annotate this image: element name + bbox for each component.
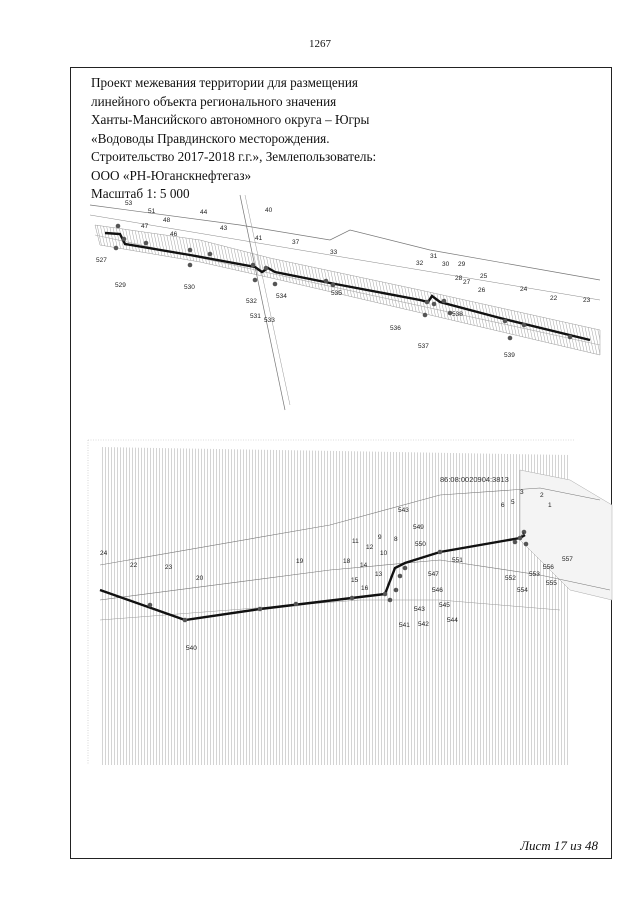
svg-text:532: 532 [246,298,257,305]
svg-text:4: 4 [521,532,525,539]
svg-text:26: 26 [478,287,486,294]
page-number: 1267 [309,38,331,50]
svg-text:544: 544 [447,617,458,624]
svg-text:19: 19 [296,558,304,565]
svg-text:543: 543 [414,606,425,613]
scale-label: Масштаб 1: 5 000 [91,186,190,201]
title-line: Проект межевания территории для размещения [91,75,358,90]
title-line: Ханты-Мансийского автономного округа – Югры [91,112,370,127]
svg-text:540: 540 [186,645,197,652]
svg-text:44: 44 [200,209,208,216]
svg-text:18: 18 [343,558,351,565]
svg-text:51: 51 [148,208,156,215]
hatched-area [100,447,570,765]
svg-text:539: 539 [504,352,515,359]
svg-text:2: 2 [540,492,544,499]
svg-text:538: 538 [452,311,463,318]
svg-text:6: 6 [501,502,505,509]
title-line: ООО «РН-Юганскнефтегаз» [91,167,252,183]
svg-text:529: 529 [115,282,126,289]
svg-text:542: 542 [418,621,429,628]
svg-text:41: 41 [255,235,263,242]
svg-text:555: 555 [546,580,557,587]
svg-text:554: 554 [517,587,528,594]
svg-text:551: 551 [452,557,463,564]
svg-text:9: 9 [378,534,382,541]
svg-text:552: 552 [505,575,516,582]
svg-text:535: 535 [331,290,342,297]
svg-text:549: 549 [413,524,424,531]
svg-text:22: 22 [550,295,558,302]
svg-text:543: 543 [398,507,409,514]
svg-text:541: 541 [399,622,410,629]
svg-text:10: 10 [380,550,388,557]
svg-text:25: 25 [480,273,488,280]
svg-text:24: 24 [100,550,108,557]
svg-text:14: 14 [360,562,368,569]
svg-text:3: 3 [520,489,524,496]
svg-text:531: 531 [250,313,261,320]
svg-text:31: 31 [430,253,438,260]
svg-text:48: 48 [163,217,171,224]
svg-text:546: 546 [432,587,443,594]
svg-text:530: 530 [184,284,195,291]
svg-text:11: 11 [352,538,359,545]
svg-text:53: 53 [125,200,133,207]
svg-text:40: 40 [265,207,273,214]
svg-text:47: 47 [141,223,149,230]
svg-text:537: 537 [418,343,429,350]
svg-text:527: 527 [96,257,107,264]
svg-text:545: 545 [439,602,450,609]
svg-text:27: 27 [463,279,471,286]
svg-text:29: 29 [458,261,466,268]
top-map [90,195,600,410]
title-line: линейного объекта регионального значения [91,93,337,109]
svg-text:536: 536 [390,325,401,332]
cadastral-number: 86:08:0020904:3813 [440,475,509,484]
svg-text:46: 46 [170,231,178,238]
svg-text:556: 556 [543,564,554,571]
svg-text:20: 20 [196,575,204,582]
svg-text:37: 37 [292,239,300,246]
svg-text:1: 1 [548,502,552,509]
svg-text:12: 12 [366,544,374,551]
svg-text:557: 557 [562,556,573,563]
svg-text:8: 8 [394,536,398,543]
bottom-map [88,440,612,765]
svg-text:28: 28 [455,275,463,282]
svg-text:5: 5 [511,499,515,506]
svg-text:23: 23 [583,297,591,304]
title-line: «Водоводы Правдинского месторождения. [91,130,330,146]
svg-text:30: 30 [442,261,450,268]
sheet-label: Лист 17 из 48 [520,838,598,853]
svg-text:553: 553 [529,571,540,578]
svg-text:533: 533 [264,317,275,324]
svg-text:33: 33 [330,249,338,256]
svg-text:22: 22 [130,562,138,569]
svg-text:16: 16 [361,585,369,592]
title-line: Строительство 2017-2018 г.г.», Землепользователь: [91,149,377,164]
svg-text:32: 32 [416,260,424,267]
svg-text:43: 43 [220,225,228,232]
svg-text:23: 23 [165,564,173,571]
svg-text:550: 550 [415,541,426,548]
svg-text:534: 534 [276,293,287,300]
svg-text:547: 547 [428,571,439,578]
svg-text:24: 24 [520,286,528,293]
svg-text:15: 15 [351,577,359,584]
svg-text:13: 13 [375,571,383,578]
